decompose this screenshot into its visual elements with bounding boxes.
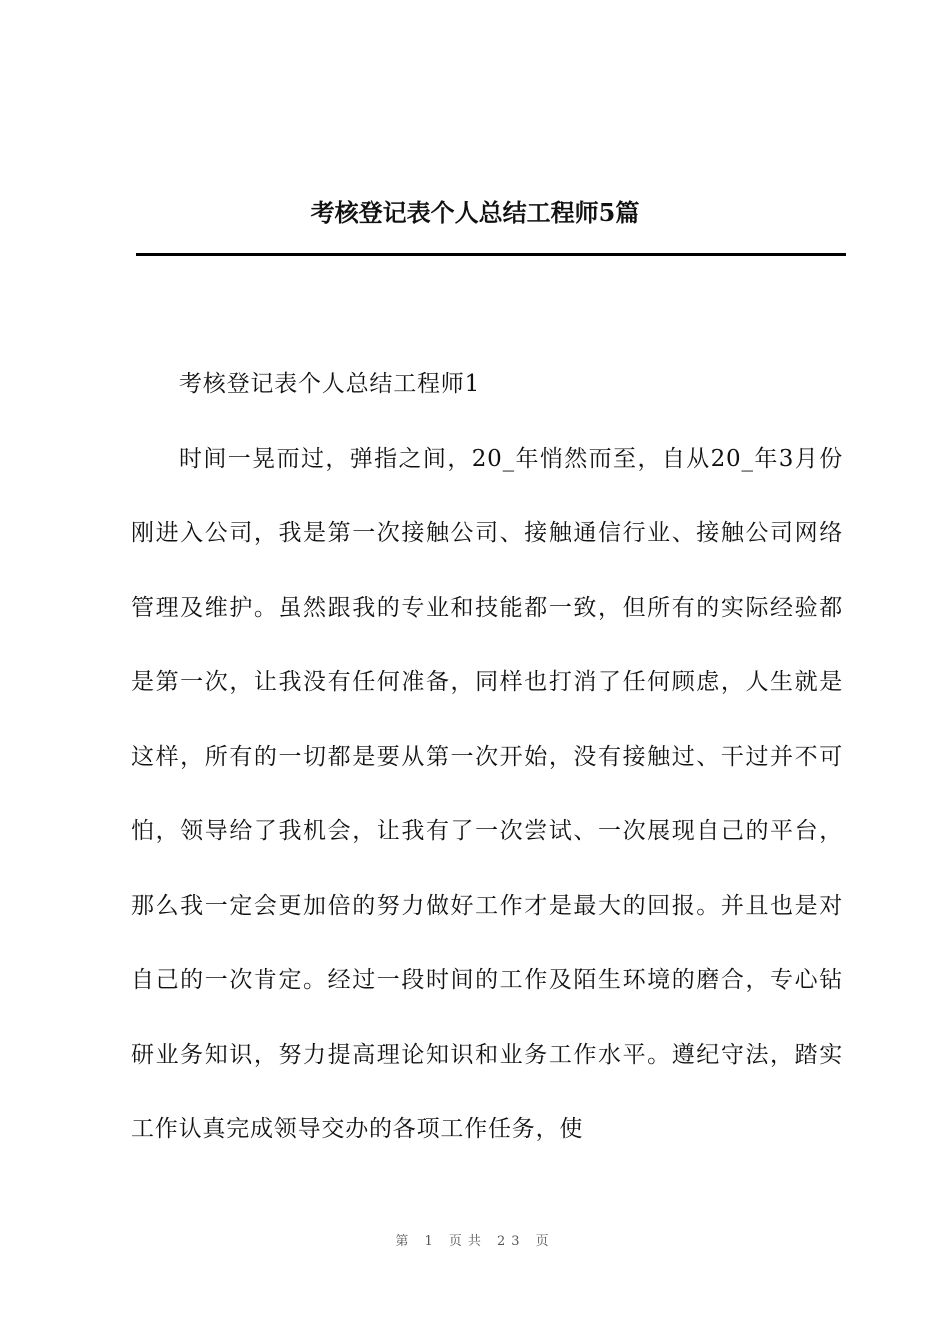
document-body xyxy=(131,347,843,1167)
document-title: 考核登记表个人总结工程师5篇 xyxy=(310,198,640,227)
section-paragraph: 时间一晃而过，弹指之间，20_年悄然而至，自从20_年3月份刚进入公司，我是第一次接触公司、接触通信行业、接触公司网络管理及维护。虽然跟我的专业和技能都一致，但所有的实际经验都是第一次，让我没有任何准备，同样也打消了任何顾虑，人生就是这样，所有的一切都是要从第一次开始，没有接触过、干过并不可怕，领导给了我机会，让我有了一次尝试、一次展现自己的平台，那么我一定会更加倍的努力做好工作才是最大的回报。并且也是对自己的一次肯定。经过一段时间的工作及陌生环境的磨合，专心钻研业务知识，努力提高理论知识和业务工作水平。遵纪守法，踏实工作认真完成领导交办的各项工作任务，使 xyxy=(131,445,843,1142)
title-underline-rule xyxy=(136,253,846,256)
section-heading: 考核登记表个人总结工程师1 xyxy=(179,371,481,397)
page-number-footer: 第 1 页共 23 页 xyxy=(395,1234,555,1249)
